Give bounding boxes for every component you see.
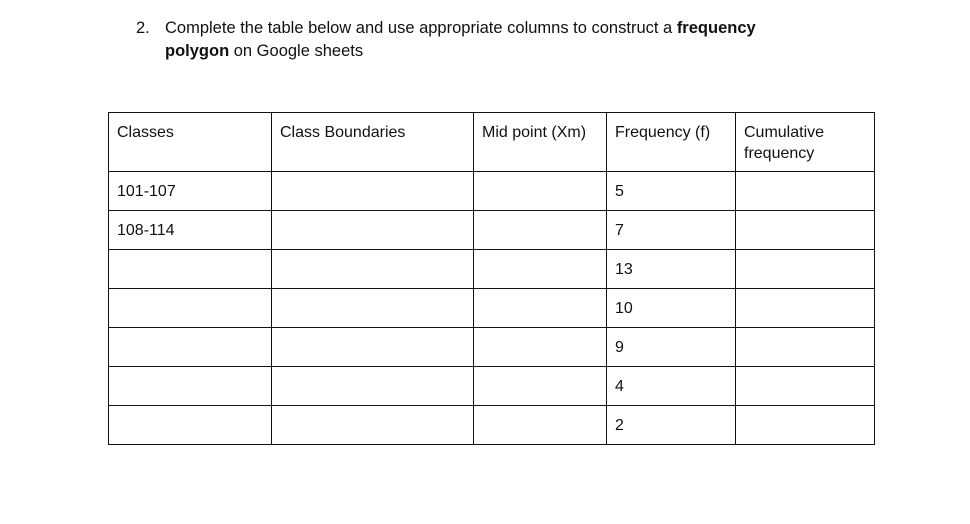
question-text-before: Complete the table below and use appropriate columns to construct a xyxy=(165,19,677,37)
cell-classes: 101-107 xyxy=(109,172,272,211)
table-row xyxy=(109,172,875,211)
cell-class-boundaries xyxy=(272,250,474,289)
question-number: 2. xyxy=(136,19,150,37)
cell-mid-point xyxy=(474,328,607,367)
header-mid-point: Mid point (Xm) xyxy=(474,113,607,172)
cell-mid-point xyxy=(474,406,607,445)
cell-classes xyxy=(109,328,272,367)
cell-class-boundaries xyxy=(272,328,474,367)
question-bold-polygon: polygon xyxy=(165,42,230,60)
cell-mid-point xyxy=(474,367,607,406)
cell-class-boundaries xyxy=(272,172,474,211)
cell-frequency: 13 xyxy=(607,250,736,289)
question-bold-frequency: frequency xyxy=(676,19,756,37)
cell-class-boundaries xyxy=(272,289,474,328)
question-line-2 xyxy=(136,40,756,63)
cell-frequency: 10 xyxy=(607,289,736,328)
cell-cumulative-frequency xyxy=(736,172,875,211)
cell-class-boundaries xyxy=(272,367,474,406)
cell-classes xyxy=(109,250,272,289)
cell-classes xyxy=(109,367,272,406)
cell-class-boundaries xyxy=(272,211,474,250)
cell-class-boundaries xyxy=(272,406,474,445)
table-row xyxy=(109,367,875,406)
cell-mid-point xyxy=(474,289,607,328)
cell-mid-point xyxy=(474,250,607,289)
cell-classes xyxy=(109,289,272,328)
cell-frequency: 2 xyxy=(607,406,736,445)
question-text xyxy=(136,17,756,63)
table-row xyxy=(109,211,875,250)
header-class-boundaries: Class Boundaries xyxy=(272,113,474,172)
cell-cumulative-frequency xyxy=(736,367,875,406)
frequency-table xyxy=(108,112,875,445)
cell-cumulative-frequency xyxy=(736,250,875,289)
cell-cumulative-frequency xyxy=(736,406,875,445)
cell-frequency: 4 xyxy=(607,367,736,406)
cell-frequency: 9 xyxy=(607,328,736,367)
cell-cumulative-frequency xyxy=(736,289,875,328)
cell-cumulative-frequency xyxy=(736,328,875,367)
question-line-1 xyxy=(136,17,756,40)
header-cumulative-frequency: Cumulative frequency xyxy=(736,113,875,172)
cell-mid-point xyxy=(474,172,607,211)
cell-frequency: 7 xyxy=(607,211,736,250)
cell-mid-point xyxy=(474,211,607,250)
table-row xyxy=(109,250,875,289)
cell-classes: 108-114 xyxy=(109,211,272,250)
cell-cumulative-frequency xyxy=(736,211,875,250)
cell-classes xyxy=(109,406,272,445)
table-header-row xyxy=(109,113,875,172)
table-row xyxy=(109,406,875,445)
question-text-after: on Google sheets xyxy=(229,42,364,60)
table-row xyxy=(109,289,875,328)
header-frequency: Frequency (f) xyxy=(607,113,736,172)
cell-frequency: 5 xyxy=(607,172,736,211)
header-classes: Classes xyxy=(109,113,272,172)
table-row xyxy=(109,328,875,367)
